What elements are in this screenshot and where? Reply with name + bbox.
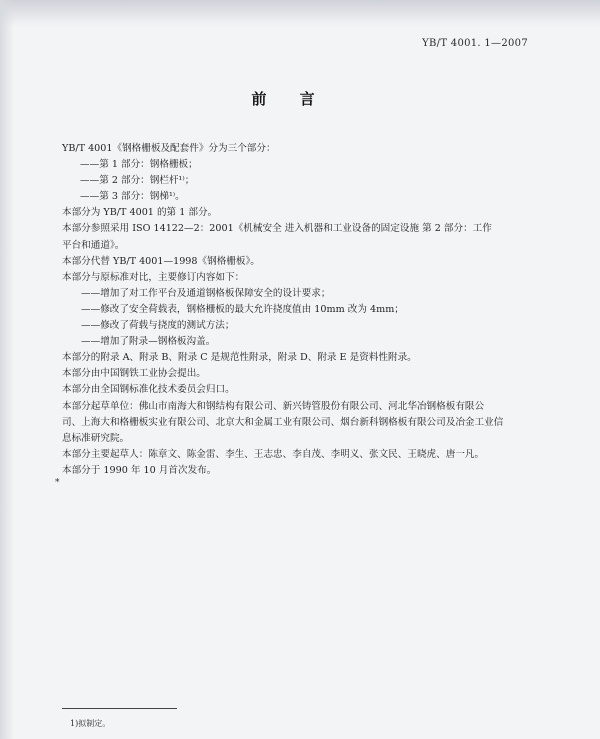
body-line: 本部分的附录 A、附录 B、附录 C 是规范性附录，附录 D、附录 E 是资料性附录。 (62, 352, 417, 364)
body-line: 本部分由中国钢铁工业协会提出。 (62, 368, 206, 380)
body-line: 本部分与原标准对比，主要修订内容如下： (62, 271, 245, 283)
body-line: ——第 2 部分：钢栏杆¹⁾； (80, 175, 195, 187)
body-line: 本部分起草单位：佛山市南海大和钢结构有限公司、新兴铸管股份有限公司、河北华冶钢格板有限公 (62, 400, 485, 412)
scan-shadow-left (0, 0, 14, 739)
footnote-rule (62, 708, 177, 709)
body-line: ——第 3 部分：钢梯¹⁾。 (80, 191, 185, 203)
body-line: YB/T 4001《钢格栅板及配套件》分为三个部分： (62, 143, 276, 154)
body-line: 本部分主要起草人：陈章文、陈金雷、李生、王志忠、李自茂、李明义、张文民、王晓虎、唐一凡。 (62, 448, 485, 460)
body-line: 本部分为 YB/T 4001 的第 1 部分。 (62, 207, 218, 219)
body-line: ——增加了对工作平台及通道钢格板保障安全的设计要求； (81, 287, 331, 299)
body-line: 本部分于 1990 年 10 月首次发布。 (62, 464, 217, 476)
page-title: 前 言 (251, 90, 329, 108)
foreword-body (62, 141, 542, 479)
body-line: ——第 1 部分：钢格栅板； (80, 159, 198, 171)
body-line: 本部分由全国钢标准化技术委员会归口。 (62, 384, 235, 396)
margin-mark: * (55, 478, 60, 488)
body-line: 本部分参照采用 ISO 14122—2：2001《机械安全 进入机器和工业设备的固定设施 第 2 部分：工作 (62, 223, 492, 235)
body-line: 息标准研究院。 (62, 432, 130, 444)
footnote: 1)拟制定。 (70, 719, 111, 728)
body-line: ——修改了安全荷载表，钢格栅板的最大允许挠度值由 10mm 改为 4mm； (81, 303, 404, 315)
body-line: 司、上海大和格栅板实业有限公司、北京大和金属工业有限公司、烟台新科钢格板有限公司及冶金工业信 (62, 416, 504, 428)
body-line: ——修改了荷载与挠度的测试方法； (81, 320, 235, 332)
body-line: 本部分代替 YB/T 4001—1998《钢格栅板》。 (62, 255, 260, 267)
body-line: ——增加了附录—钢格板沟盖。 (81, 336, 216, 348)
scan-shadow-top (0, 0, 600, 26)
standard-code: YB/T 4001. 1—2007 (422, 38, 528, 49)
body-line: 平台和通道》。 (62, 239, 125, 251)
